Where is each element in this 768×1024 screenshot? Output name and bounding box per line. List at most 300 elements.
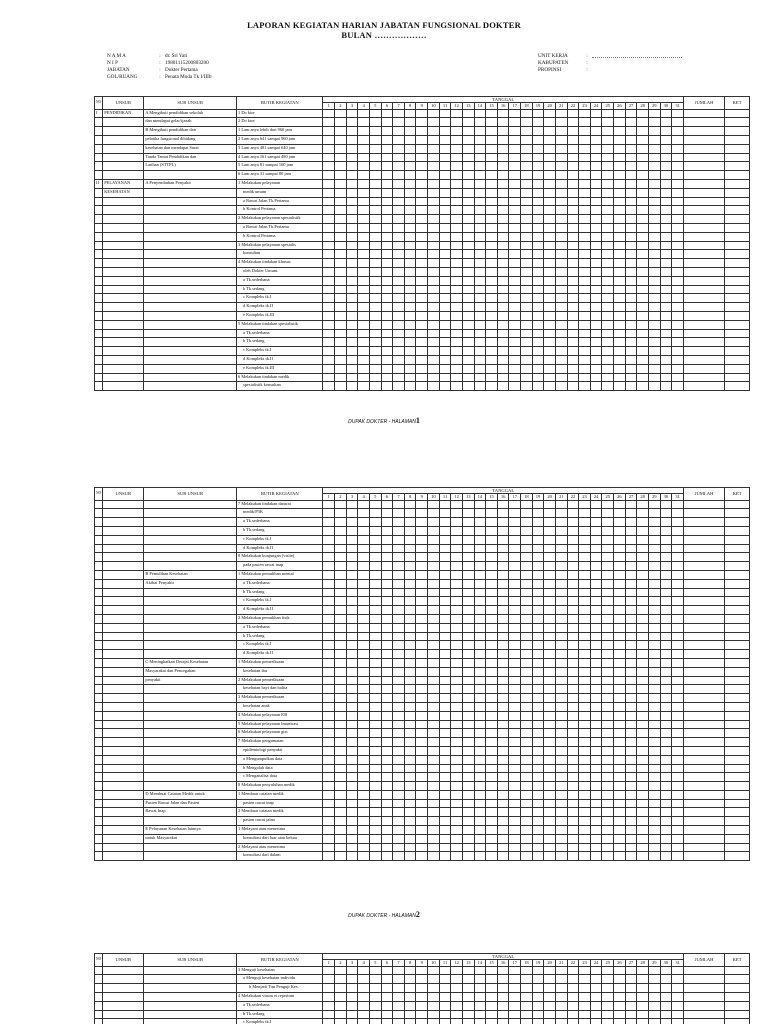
day-cell[interactable] xyxy=(474,1010,486,1019)
day-cell[interactable] xyxy=(637,320,649,329)
day-cell[interactable] xyxy=(451,144,463,153)
day-cell[interactable] xyxy=(393,500,405,509)
day-cell[interactable] xyxy=(497,364,509,373)
day-cell[interactable] xyxy=(416,685,428,694)
day-cell[interactable] xyxy=(555,215,567,224)
day-cell[interactable] xyxy=(439,179,451,188)
day-cell[interactable] xyxy=(648,347,660,356)
day-cell[interactable] xyxy=(590,232,602,241)
day-cell[interactable] xyxy=(532,852,544,861)
day-cell[interactable] xyxy=(521,702,533,711)
day-cell[interactable] xyxy=(323,197,335,206)
day-cell[interactable] xyxy=(404,650,416,659)
day-cell[interactable] xyxy=(404,144,416,153)
ket-cell[interactable] xyxy=(725,162,750,171)
day-cell[interactable] xyxy=(532,597,544,606)
day-cell[interactable] xyxy=(660,171,672,180)
day-cell[interactable] xyxy=(521,179,533,188)
day-cell[interactable] xyxy=(637,570,649,579)
day-cell[interactable] xyxy=(474,373,486,382)
day-cell[interactable] xyxy=(509,197,521,206)
day-cell[interactable] xyxy=(648,509,660,518)
day-cell[interactable] xyxy=(323,518,335,527)
day-cell[interactable] xyxy=(521,355,533,364)
day-cell[interactable] xyxy=(509,702,521,711)
day-cell[interactable] xyxy=(497,171,509,180)
day-cell[interactable] xyxy=(335,614,347,623)
day-cell[interactable] xyxy=(335,694,347,703)
day-cell[interactable] xyxy=(474,843,486,852)
day-cell[interactable] xyxy=(648,135,660,144)
day-cell[interactable] xyxy=(416,109,428,118)
day-cell[interactable] xyxy=(625,720,637,729)
day-cell[interactable] xyxy=(416,197,428,206)
day-cell[interactable] xyxy=(335,250,347,259)
day-cell[interactable] xyxy=(567,658,579,667)
day-cell[interactable] xyxy=(428,614,440,623)
day-cell[interactable] xyxy=(590,223,602,232)
day-cell[interactable] xyxy=(381,373,393,382)
day-cell[interactable] xyxy=(672,544,684,553)
ket-cell[interactable] xyxy=(725,518,750,527)
day-cell[interactable] xyxy=(428,311,440,320)
day-cell[interactable] xyxy=(358,232,370,241)
day-cell[interactable] xyxy=(486,197,498,206)
day-cell[interactable] xyxy=(462,562,474,571)
day-cell[interactable] xyxy=(358,782,370,791)
day-cell[interactable] xyxy=(625,118,637,127)
day-cell[interactable] xyxy=(369,694,381,703)
jumlah-cell[interactable] xyxy=(684,382,725,391)
day-cell[interactable] xyxy=(358,118,370,127)
day-cell[interactable] xyxy=(358,799,370,808)
day-cell[interactable] xyxy=(346,285,358,294)
day-cell[interactable] xyxy=(439,641,451,650)
day-cell[interactable] xyxy=(544,179,556,188)
day-cell[interactable] xyxy=(579,311,591,320)
day-cell[interactable] xyxy=(637,329,649,338)
day-cell[interactable] xyxy=(614,738,626,747)
day-cell[interactable] xyxy=(381,338,393,347)
day-cell[interactable] xyxy=(614,720,626,729)
day-cell[interactable] xyxy=(404,570,416,579)
day-cell[interactable] xyxy=(648,500,660,509)
day-cell[interactable] xyxy=(451,984,463,993)
day-cell[interactable] xyxy=(509,641,521,650)
day-cell[interactable] xyxy=(660,826,672,835)
day-cell[interactable] xyxy=(451,685,463,694)
day-cell[interactable] xyxy=(474,162,486,171)
day-cell[interactable] xyxy=(567,975,579,984)
day-cell[interactable] xyxy=(369,338,381,347)
day-cell[interactable] xyxy=(590,320,602,329)
day-cell[interactable] xyxy=(625,347,637,356)
day-cell[interactable] xyxy=(637,614,649,623)
day-cell[interactable] xyxy=(579,109,591,118)
day-cell[interactable] xyxy=(648,570,660,579)
ket-cell[interactable] xyxy=(725,799,750,808)
day-cell[interactable] xyxy=(416,597,428,606)
day-cell[interactable] xyxy=(672,153,684,162)
day-cell[interactable] xyxy=(590,650,602,659)
day-cell[interactable] xyxy=(369,179,381,188)
day-cell[interactable] xyxy=(648,658,660,667)
ket-cell[interactable] xyxy=(725,755,750,764)
day-cell[interactable] xyxy=(625,355,637,364)
day-cell[interactable] xyxy=(393,355,405,364)
day-cell[interactable] xyxy=(614,518,626,527)
day-cell[interactable] xyxy=(439,544,451,553)
day-cell[interactable] xyxy=(369,746,381,755)
day-cell[interactable] xyxy=(648,320,660,329)
day-cell[interactable] xyxy=(672,676,684,685)
day-cell[interactable] xyxy=(346,817,358,826)
day-cell[interactable] xyxy=(625,535,637,544)
day-cell[interactable] xyxy=(416,127,428,136)
day-cell[interactable] xyxy=(532,250,544,259)
day-cell[interactable] xyxy=(614,535,626,544)
day-cell[interactable] xyxy=(672,658,684,667)
day-cell[interactable] xyxy=(462,579,474,588)
ket-cell[interactable] xyxy=(725,597,750,606)
ket-cell[interactable] xyxy=(725,1001,750,1010)
ket-cell[interactable] xyxy=(725,329,750,338)
jumlah-cell[interactable] xyxy=(684,702,725,711)
day-cell[interactable] xyxy=(416,992,428,1001)
day-cell[interactable] xyxy=(451,535,463,544)
day-cell[interactable] xyxy=(358,685,370,694)
day-cell[interactable] xyxy=(474,544,486,553)
day-cell[interactable] xyxy=(335,171,347,180)
day-cell[interactable] xyxy=(672,694,684,703)
day-cell[interactable] xyxy=(439,588,451,597)
day-cell[interactable] xyxy=(602,843,614,852)
day-cell[interactable] xyxy=(555,294,567,303)
day-cell[interactable] xyxy=(404,852,416,861)
day-cell[interactable] xyxy=(521,535,533,544)
day-cell[interactable] xyxy=(486,127,498,136)
day-cell[interactable] xyxy=(381,355,393,364)
day-cell[interactable] xyxy=(404,702,416,711)
day-cell[interactable] xyxy=(358,188,370,197)
day-cell[interactable] xyxy=(358,711,370,720)
day-cell[interactable] xyxy=(439,755,451,764)
day-cell[interactable] xyxy=(346,738,358,747)
day-cell[interactable] xyxy=(555,206,567,215)
day-cell[interactable] xyxy=(579,135,591,144)
day-cell[interactable] xyxy=(648,153,660,162)
day-cell[interactable] xyxy=(381,553,393,562)
day-cell[interactable] xyxy=(462,738,474,747)
day-cell[interactable] xyxy=(637,799,649,808)
day-cell[interactable] xyxy=(358,285,370,294)
day-cell[interactable] xyxy=(544,614,556,623)
day-cell[interactable] xyxy=(521,843,533,852)
day-cell[interactable] xyxy=(346,241,358,250)
day-cell[interactable] xyxy=(555,267,567,276)
jumlah-cell[interactable] xyxy=(684,975,725,984)
day-cell[interactable] xyxy=(672,232,684,241)
day-cell[interactable] xyxy=(567,966,579,975)
day-cell[interactable] xyxy=(393,267,405,276)
day-cell[interactable] xyxy=(614,364,626,373)
day-cell[interactable] xyxy=(637,518,649,527)
day-cell[interactable] xyxy=(555,179,567,188)
day-cell[interactable] xyxy=(660,755,672,764)
day-cell[interactable] xyxy=(462,303,474,312)
day-cell[interactable] xyxy=(404,588,416,597)
day-cell[interactable] xyxy=(579,188,591,197)
day-cell[interactable] xyxy=(497,588,509,597)
jumlah-cell[interactable] xyxy=(684,526,725,535)
day-cell[interactable] xyxy=(404,826,416,835)
jumlah-cell[interactable] xyxy=(684,259,725,268)
day-cell[interactable] xyxy=(567,738,579,747)
day-cell[interactable] xyxy=(369,966,381,975)
day-cell[interactable] xyxy=(672,667,684,676)
day-cell[interactable] xyxy=(416,338,428,347)
day-cell[interactable] xyxy=(486,303,498,312)
day-cell[interactable] xyxy=(637,782,649,791)
day-cell[interactable] xyxy=(544,518,556,527)
day-cell[interactable] xyxy=(486,755,498,764)
day-cell[interactable] xyxy=(660,135,672,144)
day-cell[interactable] xyxy=(602,676,614,685)
day-cell[interactable] xyxy=(404,267,416,276)
day-cell[interactable] xyxy=(404,773,416,782)
jumlah-cell[interactable] xyxy=(684,127,725,136)
day-cell[interactable] xyxy=(625,790,637,799)
day-cell[interactable] xyxy=(486,606,498,615)
day-cell[interactable] xyxy=(416,773,428,782)
day-cell[interactable] xyxy=(579,764,591,773)
day-cell[interactable] xyxy=(369,755,381,764)
day-cell[interactable] xyxy=(567,1010,579,1019)
day-cell[interactable] xyxy=(497,109,509,118)
day-cell[interactable] xyxy=(439,623,451,632)
day-cell[interactable] xyxy=(555,711,567,720)
day-cell[interactable] xyxy=(346,259,358,268)
day-cell[interactable] xyxy=(462,984,474,993)
day-cell[interactable] xyxy=(509,746,521,755)
ket-cell[interactable] xyxy=(725,188,750,197)
day-cell[interactable] xyxy=(614,764,626,773)
day-cell[interactable] xyxy=(532,311,544,320)
day-cell[interactable] xyxy=(544,570,556,579)
day-cell[interactable] xyxy=(323,553,335,562)
day-cell[interactable] xyxy=(602,992,614,1001)
ket-cell[interactable] xyxy=(725,153,750,162)
day-cell[interactable] xyxy=(369,153,381,162)
day-cell[interactable] xyxy=(381,773,393,782)
day-cell[interactable] xyxy=(462,526,474,535)
day-cell[interactable] xyxy=(416,808,428,817)
day-cell[interactable] xyxy=(648,843,660,852)
day-cell[interactable] xyxy=(346,843,358,852)
day-cell[interactable] xyxy=(404,685,416,694)
day-cell[interactable] xyxy=(393,992,405,1001)
day-cell[interactable] xyxy=(381,667,393,676)
day-cell[interactable] xyxy=(579,826,591,835)
day-cell[interactable] xyxy=(579,526,591,535)
day-cell[interactable] xyxy=(416,790,428,799)
day-cell[interactable] xyxy=(462,852,474,861)
day-cell[interactable] xyxy=(544,509,556,518)
day-cell[interactable] xyxy=(521,259,533,268)
day-cell[interactable] xyxy=(602,658,614,667)
day-cell[interactable] xyxy=(346,755,358,764)
day-cell[interactable] xyxy=(672,614,684,623)
day-cell[interactable] xyxy=(567,755,579,764)
day-cell[interactable] xyxy=(579,535,591,544)
day-cell[interactable] xyxy=(509,773,521,782)
day-cell[interactable] xyxy=(590,817,602,826)
day-cell[interactable] xyxy=(590,329,602,338)
day-cell[interactable] xyxy=(625,311,637,320)
day-cell[interactable] xyxy=(544,127,556,136)
day-cell[interactable] xyxy=(404,579,416,588)
day-cell[interactable] xyxy=(497,746,509,755)
day-cell[interactable] xyxy=(416,535,428,544)
day-cell[interactable] xyxy=(509,135,521,144)
jumlah-cell[interactable] xyxy=(684,373,725,382)
day-cell[interactable] xyxy=(521,588,533,597)
day-cell[interactable] xyxy=(474,1019,486,1024)
day-cell[interactable] xyxy=(579,518,591,527)
day-cell[interactable] xyxy=(462,535,474,544)
day-cell[interactable] xyxy=(555,606,567,615)
day-cell[interactable] xyxy=(625,773,637,782)
day-cell[interactable] xyxy=(393,535,405,544)
day-cell[interactable] xyxy=(590,702,602,711)
day-cell[interactable] xyxy=(474,276,486,285)
day-cell[interactable] xyxy=(358,817,370,826)
day-cell[interactable] xyxy=(323,834,335,843)
day-cell[interactable] xyxy=(509,179,521,188)
day-cell[interactable] xyxy=(625,553,637,562)
day-cell[interactable] xyxy=(404,518,416,527)
day-cell[interactable] xyxy=(637,764,649,773)
day-cell[interactable] xyxy=(497,285,509,294)
day-cell[interactable] xyxy=(439,817,451,826)
day-cell[interactable] xyxy=(532,632,544,641)
day-cell[interactable] xyxy=(637,206,649,215)
day-cell[interactable] xyxy=(672,738,684,747)
day-cell[interactable] xyxy=(509,544,521,553)
jumlah-cell[interactable] xyxy=(684,250,725,259)
day-cell[interactable] xyxy=(579,232,591,241)
day-cell[interactable] xyxy=(393,1010,405,1019)
day-cell[interactable] xyxy=(451,171,463,180)
day-cell[interactable] xyxy=(521,755,533,764)
day-cell[interactable] xyxy=(497,311,509,320)
day-cell[interactable] xyxy=(346,526,358,535)
day-cell[interactable] xyxy=(428,355,440,364)
day-cell[interactable] xyxy=(358,755,370,764)
day-cell[interactable] xyxy=(335,702,347,711)
day-cell[interactable] xyxy=(497,641,509,650)
day-cell[interactable] xyxy=(404,347,416,356)
day-cell[interactable] xyxy=(660,364,672,373)
day-cell[interactable] xyxy=(323,984,335,993)
day-cell[interactable] xyxy=(648,579,660,588)
day-cell[interactable] xyxy=(637,1019,649,1024)
day-cell[interactable] xyxy=(474,641,486,650)
day-cell[interactable] xyxy=(462,179,474,188)
day-cell[interactable] xyxy=(497,197,509,206)
day-cell[interactable] xyxy=(416,1010,428,1019)
day-cell[interactable] xyxy=(393,347,405,356)
day-cell[interactable] xyxy=(648,1019,660,1024)
day-cell[interactable] xyxy=(544,817,556,826)
day-cell[interactable] xyxy=(335,650,347,659)
day-cell[interactable] xyxy=(672,570,684,579)
ket-cell[interactable] xyxy=(725,676,750,685)
day-cell[interactable] xyxy=(509,320,521,329)
day-cell[interactable] xyxy=(555,755,567,764)
day-cell[interactable] xyxy=(462,702,474,711)
day-cell[interactable] xyxy=(474,329,486,338)
day-cell[interactable] xyxy=(381,658,393,667)
day-cell[interactable] xyxy=(555,562,567,571)
day-cell[interactable] xyxy=(346,658,358,667)
day-cell[interactable] xyxy=(323,338,335,347)
day-cell[interactable] xyxy=(637,808,649,817)
day-cell[interactable] xyxy=(497,294,509,303)
day-cell[interactable] xyxy=(416,500,428,509)
day-cell[interactable] xyxy=(567,702,579,711)
ket-cell[interactable] xyxy=(725,500,750,509)
day-cell[interactable] xyxy=(648,614,660,623)
day-cell[interactable] xyxy=(369,817,381,826)
jumlah-cell[interactable] xyxy=(684,826,725,835)
day-cell[interactable] xyxy=(381,852,393,861)
day-cell[interactable] xyxy=(497,975,509,984)
day-cell[interactable] xyxy=(486,579,498,588)
day-cell[interactable] xyxy=(637,702,649,711)
day-cell[interactable] xyxy=(323,382,335,391)
day-cell[interactable] xyxy=(486,329,498,338)
day-cell[interactable] xyxy=(474,500,486,509)
day-cell[interactable] xyxy=(532,614,544,623)
day-cell[interactable] xyxy=(323,623,335,632)
day-cell[interactable] xyxy=(532,641,544,650)
ket-cell[interactable] xyxy=(725,364,750,373)
day-cell[interactable] xyxy=(648,694,660,703)
day-cell[interactable] xyxy=(672,127,684,136)
day-cell[interactable] xyxy=(532,276,544,285)
day-cell[interactable] xyxy=(358,329,370,338)
day-cell[interactable] xyxy=(614,579,626,588)
day-cell[interactable] xyxy=(532,500,544,509)
day-cell[interactable] xyxy=(323,606,335,615)
day-cell[interactable] xyxy=(335,509,347,518)
day-cell[interactable] xyxy=(428,373,440,382)
day-cell[interactable] xyxy=(428,223,440,232)
day-cell[interactable] xyxy=(335,1010,347,1019)
ket-cell[interactable] xyxy=(725,320,750,329)
day-cell[interactable] xyxy=(393,746,405,755)
day-cell[interactable] xyxy=(625,632,637,641)
day-cell[interactable] xyxy=(532,109,544,118)
day-cell[interactable] xyxy=(416,267,428,276)
day-cell[interactable] xyxy=(416,764,428,773)
day-cell[interactable] xyxy=(602,588,614,597)
day-cell[interactable] xyxy=(428,518,440,527)
day-cell[interactable] xyxy=(532,992,544,1001)
day-cell[interactable] xyxy=(404,250,416,259)
day-cell[interactable] xyxy=(428,382,440,391)
